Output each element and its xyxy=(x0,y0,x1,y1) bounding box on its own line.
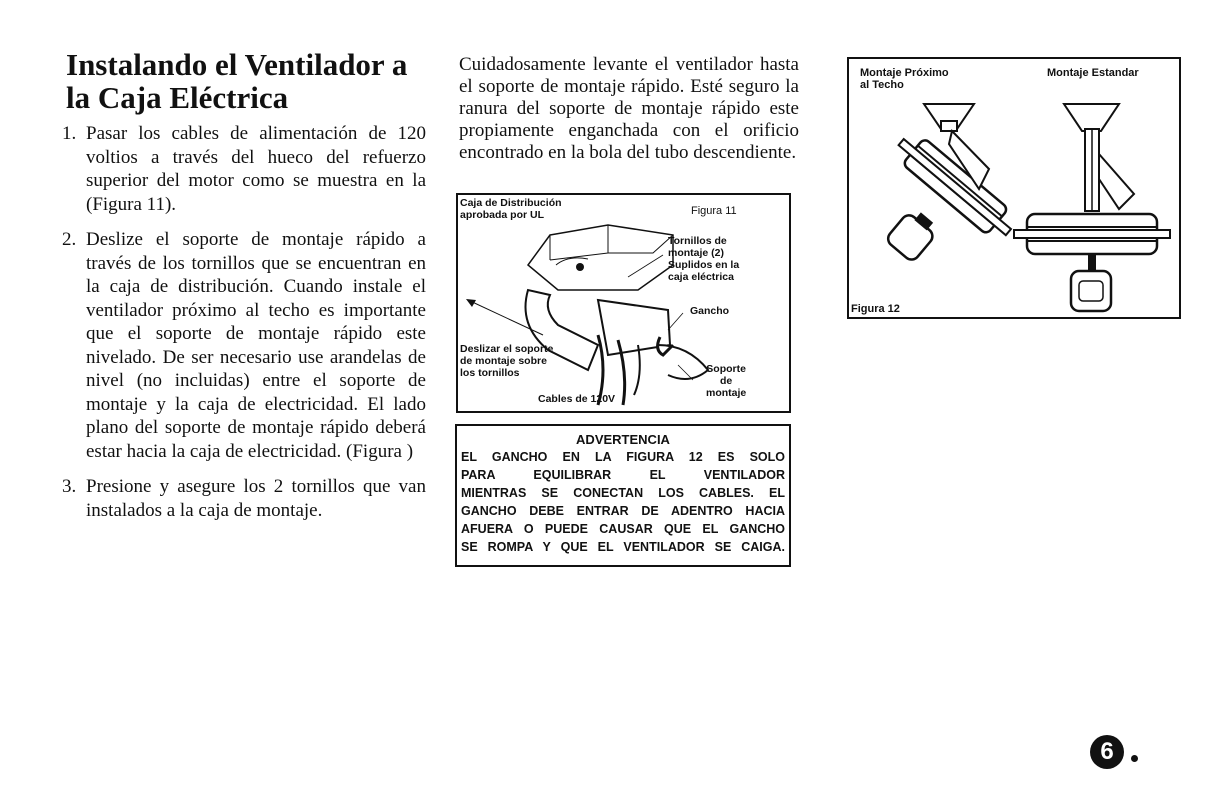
close-to-ceiling-label: Montaje Próximo al Techo xyxy=(860,67,949,91)
step-3 xyxy=(62,475,426,522)
lift-fan-paragraph xyxy=(459,54,799,164)
warning-line: MIENTRAS SE CONECTAN LOS CABLES. EL xyxy=(461,486,785,500)
step-number: 3. xyxy=(62,476,77,497)
figure-11-caption: Figura 11 xyxy=(691,205,737,217)
bracket-label: Soporte de montaje xyxy=(706,363,747,399)
instructions-column xyxy=(62,47,426,534)
step-number: 2. xyxy=(62,229,77,250)
step-text: Pasar los cables de alimentación de 120 voltios a través del hueco del refuerzo superior del motor como se muestra en la (Figura 11). xyxy=(86,123,426,215)
step-1 xyxy=(62,122,426,216)
paragraph-text: Cuidadosamente levante el ventilador hasta el soporte de montaje rápido. Esté seguro la ranura del soporte de montaje rápido este propiamente enganchada con el orificio encontrado en la bola del tubo descendiente. xyxy=(459,54,799,163)
page-title: Instalando el Ventilador a la Caja Eléctrica xyxy=(66,47,408,115)
figure-12 xyxy=(847,57,1181,319)
page-number-badge: 6 xyxy=(1090,735,1124,769)
junction-box-label: Caja de Distribución aprobada por UL xyxy=(460,197,562,221)
warning-line: SE ROMPA Y QUE EL VENTILADOR SE CAIGA. xyxy=(461,540,785,554)
wires-label: Cables de 120V xyxy=(538,393,616,405)
standard-mount-label: Montaje Estandar xyxy=(1047,67,1139,79)
warning-line: PARA EQUILIBRAR EL VENTILADOR xyxy=(461,468,785,482)
step-number: 1. xyxy=(62,123,77,144)
warning-line: EL GANCHO EN LA FIGURA 12 ES SOLO xyxy=(461,450,785,464)
warning-line: AFUERA O PUEDE CAUSAR QUE EL GANCHO xyxy=(461,522,785,536)
step-2 xyxy=(62,228,426,463)
step-text: Presione y asegure los 2 tornillos que van instalados a la caja de montaje. xyxy=(86,476,426,521)
warning-line: GANCHO DEBE ENTRAR DE ADENTRO HACIA xyxy=(461,504,785,518)
screws-label: Tornillos de montaje (2) Suplidos en la caja eléctrica xyxy=(668,235,740,283)
step-text: Deslize el soporte de montaje rápido a través de los tornillos que se encuentran en la caja de distribución. Cuando instale el ventilador próximo al techo es importante que el soporte de montaje rápido este nivelado. De ser necesario use arandelas de nivel (no incluidas) entre el soporte de montaje y la caja de electricidad. El lado plano del soporte de montaje rápido deberá estar hacia la caja de electricidad. (Figura ) xyxy=(86,229,426,462)
warning-title: ADVERTENCIA xyxy=(576,432,670,447)
figure-12-caption: Figura 12 xyxy=(851,303,900,315)
warning-box xyxy=(455,424,791,567)
page-number-dot xyxy=(1131,755,1138,762)
mounting-options-illustration xyxy=(849,59,1179,317)
figure-11 xyxy=(456,193,791,413)
hook-label: Gancho xyxy=(690,305,730,317)
slide-bracket-label: Deslizar el soporte de montaje sobre los tornillos xyxy=(460,343,554,379)
